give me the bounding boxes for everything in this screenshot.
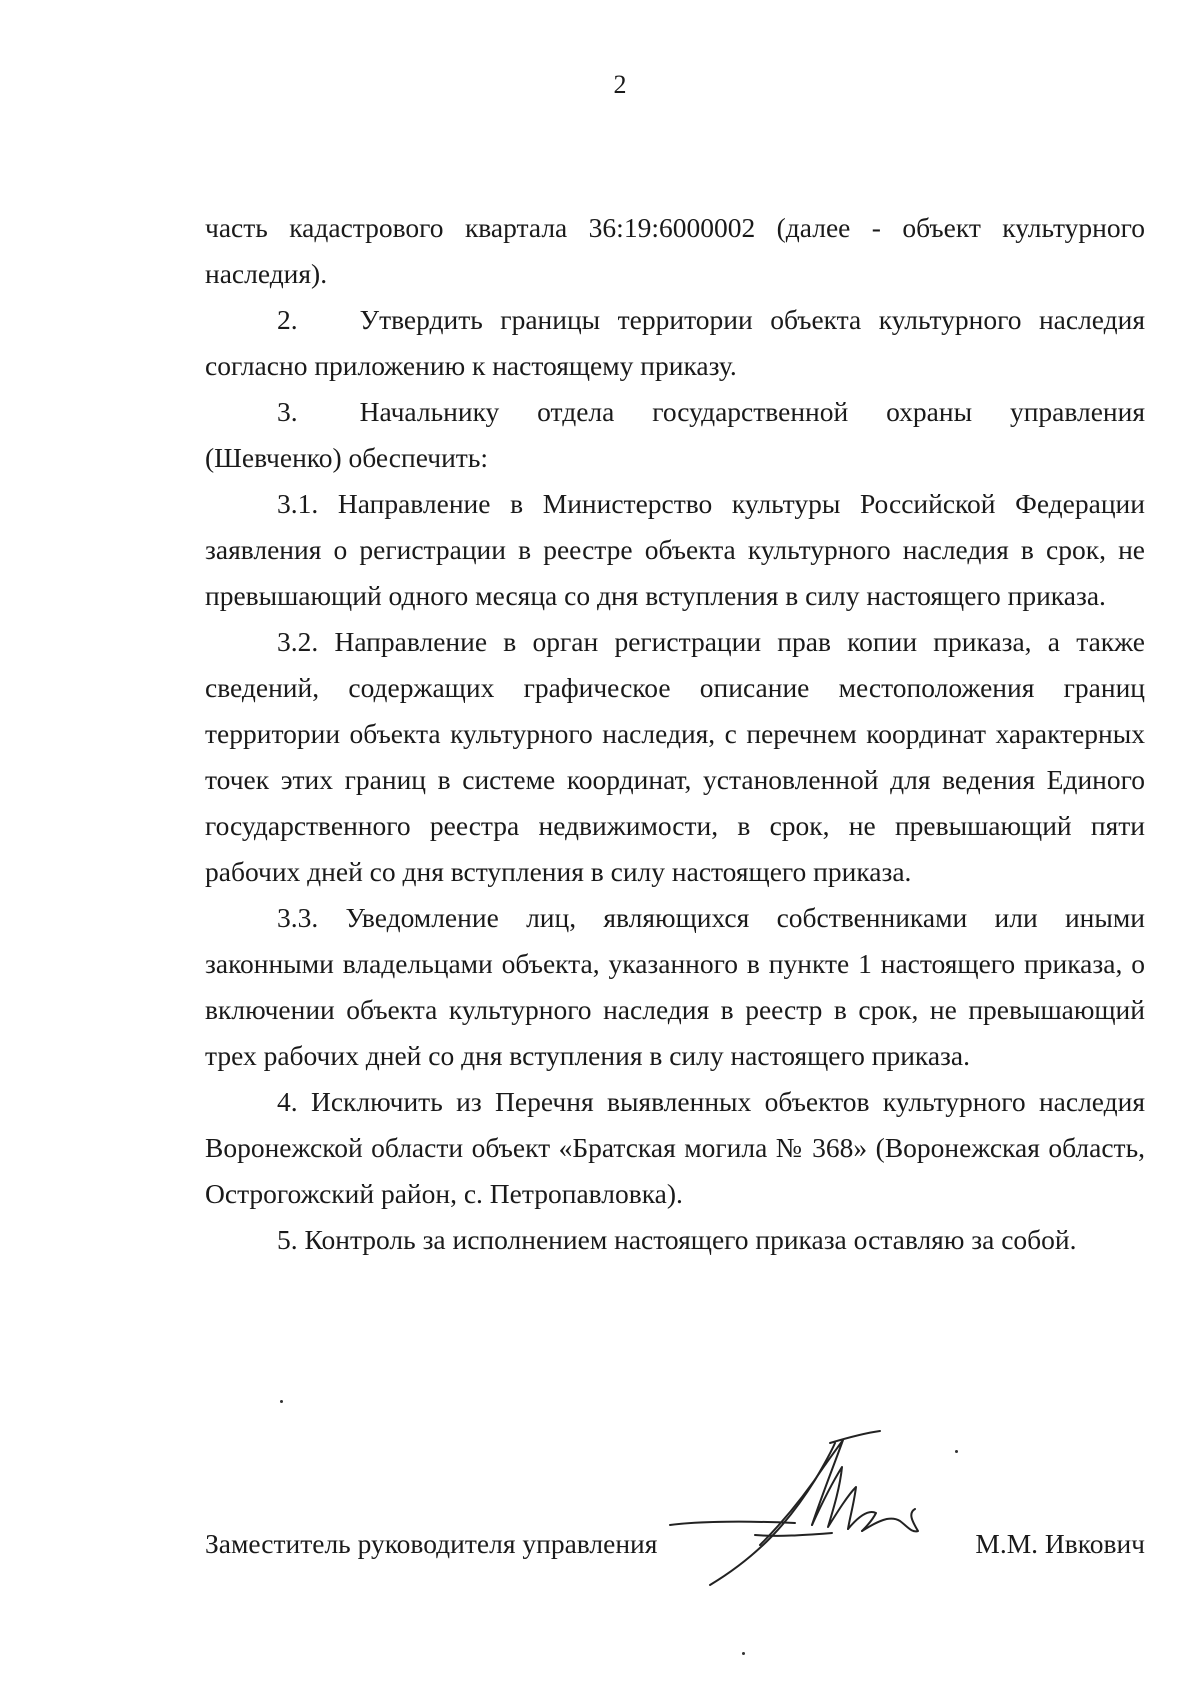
- paragraph-2-number: 2.: [277, 304, 298, 335]
- paragraph-2: [205, 297, 1145, 389]
- paragraph-3-number: 3.: [277, 396, 298, 427]
- paragraph-3-2: 3.2. Направление в орган регистрации прав копии приказа, а также сведений, содержащих графическое описание местоположения границ территории объекта культурного наследия, с перечнем координат характерных точек этих границ в системе координат, установленной для ведения Единого государственного реестра недвижимости, в срок, не превышающий пяти рабочих дней со дня вступления в силу настоящего приказа.: [205, 626, 1145, 887]
- scan-speck: [280, 1400, 283, 1403]
- scan-speck: [742, 1652, 745, 1655]
- signer-position: Заместитель руководителя управления: [205, 1528, 658, 1559]
- paragraph-3: [205, 389, 1145, 481]
- paragraph-4: 4. Исключить из Перечня выявленных объектов культурного наследия Воронежской области объект «Братская могила № 368» (Воронежская область, Острогожский район, с. Петропавловка).: [205, 1086, 1145, 1209]
- paragraph-cadastral: часть кадастрового квартала 36:19:6000002 (далее - объект культурного наследия).: [205, 212, 1145, 289]
- paragraph-3-3: 3.3. Уведомление лиц, являющихся собственниками или иными законными владельцами объекта, указанного в пункте 1 настоящего приказа, о включении объекта культурного наследия в реестр в срок, не превышающий трех рабочих дней со дня вступления в силу настоящего приказа.: [205, 902, 1145, 1071]
- paragraph-5: 5. Контроль за исполнением настоящего приказа оставляю за собой.: [277, 1224, 1077, 1255]
- paragraph-3-text: Начальнику отдела государственной охраны управления (Шевченко) обеспечить:: [205, 396, 1145, 473]
- paragraph-2-text: Утвердить границы территории объекта культурного наследия согласно приложению к настоящему приказу.: [205, 304, 1145, 381]
- page-number: 2: [613, 70, 627, 99]
- signer-name: М.М. Ивкович: [975, 1528, 1145, 1559]
- handwritten-signature: [460, 1425, 980, 1595]
- document-body: [205, 205, 1145, 1263]
- paragraph-3-1: 3.1. Направление в Министерство культуры Российской Федерации заявления о регистрации в реестре объекта культурного наследия в срок, не превышающий одного месяца со дня вступления в силу настоящего приказа.: [205, 488, 1145, 611]
